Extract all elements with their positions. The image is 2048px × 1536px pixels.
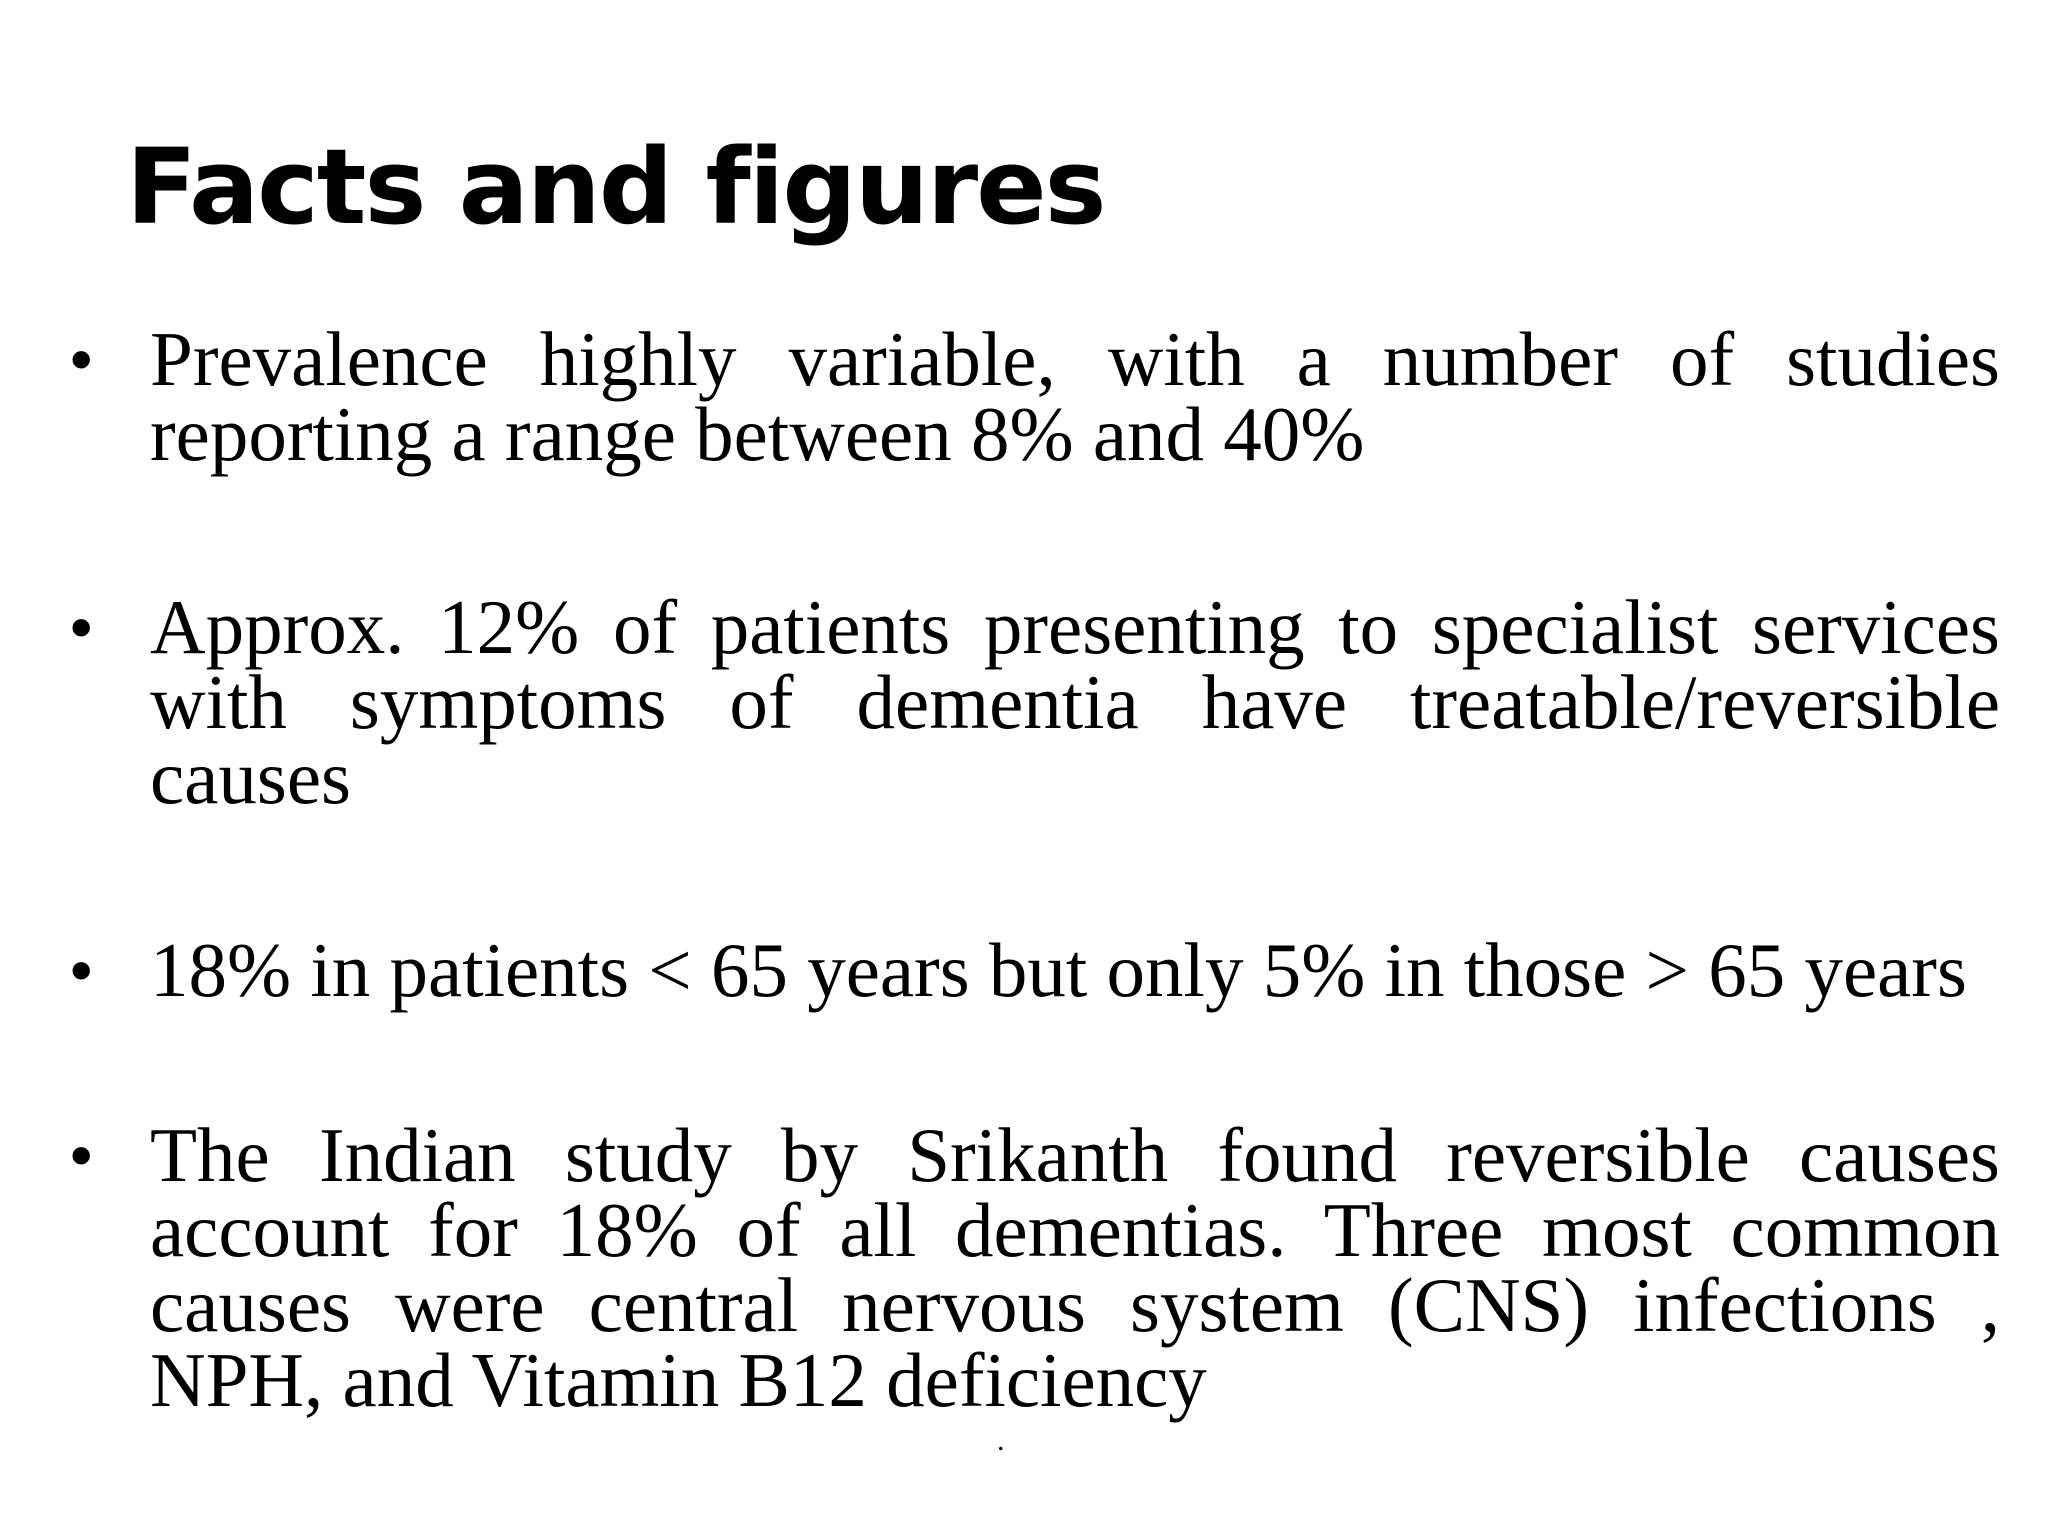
- bullet-text: Approx. 12% of patients presenting to specialist services with symptoms of dementia have treatable/reversible causes: [150, 584, 2000, 820]
- bullet-item-age-comparison: [70, 927, 2000, 1013]
- bullet-item-indian-study: [70, 1112, 2000, 1423]
- bullet-marker: •: [70, 323, 93, 395]
- bullet-item-prevalence: [70, 316, 2000, 477]
- bullet-text: Prevalence highly variable, with a number of studies reporting a range between 8% and 40%: [150, 316, 2000, 477]
- bullet-marker: •: [70, 591, 93, 663]
- bullet-item-treatable-causes: [70, 584, 2000, 820]
- bullet-list: [70, 316, 2000, 1423]
- bullet-text: 18% in patients < 65 years but only 5% in those > 65 years: [150, 927, 1967, 1013]
- bullet-marker: •: [70, 934, 93, 1006]
- bullet-text: The Indian study by Srikanth found reversible causes account for 18% of all dementias. Three most common causes were central nervous system (CNS) infections , NPH, and Vitamin B12 deficiency: [150, 1112, 2000, 1423]
- slide-title: Facts and figures: [126, 126, 1105, 248]
- bullet-marker: •: [70, 1119, 93, 1191]
- trailing-mark: .: [997, 1424, 1005, 1457]
